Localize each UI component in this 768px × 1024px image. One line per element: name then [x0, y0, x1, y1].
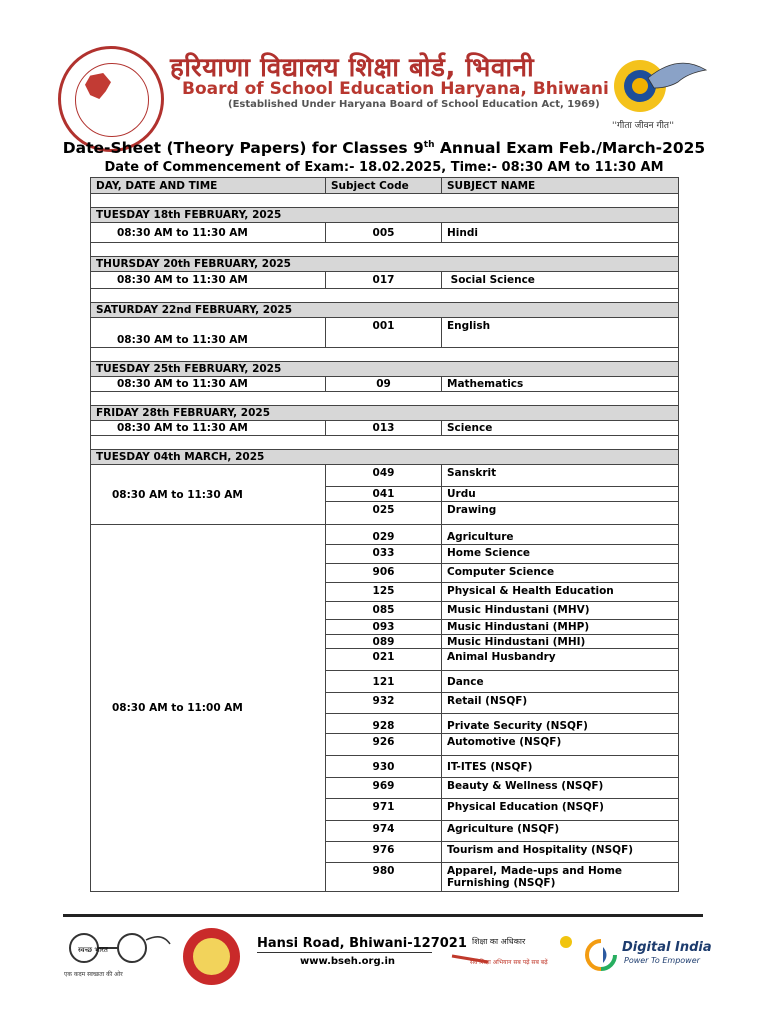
day-row: [91, 257, 679, 272]
subject-name: Physical Education (NSQF): [442, 799, 679, 821]
subject-name: Music Hindustani (MHI): [442, 635, 679, 649]
board-name-hindi: हरियाणा विद्यालय शिक्षा बोर्ड, भिवानी: [170, 53, 535, 83]
spacer-row: [91, 194, 679, 208]
table-row: [91, 318, 679, 348]
day-label: TUESDAY 18th FEBRUARY, 2025: [91, 208, 679, 223]
subject-code: 09: [326, 377, 442, 392]
footer-address-underline: [257, 952, 432, 953]
subject-code: 121: [326, 671, 442, 693]
svg-text:एक कदम स्वच्छता की ओर: एक कदम स्वच्छता की ओर: [64, 971, 123, 978]
subject-code: 980: [326, 863, 442, 892]
subject-name: Physical & Health Education: [442, 583, 679, 602]
day-row: [91, 450, 679, 465]
subject-name: Music Hindustani (MHP): [442, 620, 679, 635]
subject-code: 017: [326, 272, 442, 289]
svg-text:सर्व शिक्षा अभियान सब पढ़ें सब: सर्व शिक्षा अभियान सब पढ़ें सब बढ़ें: [470, 959, 548, 966]
subject-name: Computer Science: [442, 564, 679, 583]
subject-code: 033: [326, 545, 442, 564]
page-title: Date-Sheet (Theory Papers) for Classes 9th Annual Exam Feb./March-2025: [62, 139, 706, 157]
header-subject-name: SUBJECT NAME: [442, 178, 679, 194]
day-label: TUESDAY 04th MARCH, 2025: [91, 450, 679, 465]
digital-india-logo: [584, 938, 712, 978]
exam-time: 08:30 AM to 11:30 AM: [91, 465, 326, 525]
subject-code: 021: [326, 649, 442, 671]
subject-name: Science: [442, 421, 679, 436]
subject-code: 926: [326, 734, 442, 756]
subject-code: 013: [326, 421, 442, 436]
established-line: (Established Under Haryana Board of School Education Act, 1969): [228, 99, 600, 110]
exam-time: 08:30 AM to 11:30 AM: [91, 272, 326, 289]
subject-code: 089: [326, 635, 442, 649]
day-label: SATURDAY 22nd FEBRUARY, 2025: [91, 303, 679, 318]
subject-code: 085: [326, 602, 442, 620]
subject-name: Animal Husbandry: [442, 649, 679, 671]
day-row: [91, 406, 679, 421]
subject-code: 093: [326, 620, 442, 635]
svg-text:स्वच्छ भारत: स्वच्छ भारत: [78, 946, 108, 954]
subject-code: 025: [326, 502, 442, 525]
subject-name: Sanskrit: [442, 465, 679, 487]
table-row: [91, 377, 679, 392]
subject-name: Hindi: [442, 223, 679, 243]
subject-name: Beauty & Wellness (NSQF): [442, 778, 679, 799]
subject-name: Social Science: [442, 272, 679, 289]
girl-face-icon: [193, 938, 230, 975]
subject-code: 029: [326, 525, 442, 545]
table-row: [91, 525, 679, 545]
swachh-bharat-logo: [62, 930, 174, 980]
commencement-line: Date of Commencement of Exam:- 18.02.2025, Time:- 08:30 AM to 11:30 AM: [104, 160, 664, 175]
subject-name: Music Hindustani (MHV): [442, 602, 679, 620]
subject-name: Mathematics: [442, 377, 679, 392]
digital-india-text: Digital India: [622, 940, 712, 955]
subject-code: 906: [326, 564, 442, 583]
footer-website: www.bseh.org.in: [300, 956, 395, 967]
subject-name: Apparel, Made-ups and Home Furnishing (NSQF): [442, 863, 679, 892]
digital-india-tagline: Power To Empower: [624, 956, 700, 965]
table-row: [91, 272, 679, 289]
subject-code: 041: [326, 487, 442, 502]
subject-code: 928: [326, 714, 442, 734]
day-label: THURSDAY 20th FEBRUARY, 2025: [91, 257, 679, 272]
subject-code: 974: [326, 821, 442, 842]
subject-name: Retail (NSQF): [442, 693, 679, 714]
day-row: [91, 362, 679, 377]
subject-name: Agriculture: [442, 525, 679, 545]
beti-bachao-logo: [183, 928, 240, 985]
spacer-row: [91, 289, 679, 303]
subject-name: Tourism and Hospitality (NSQF): [442, 842, 679, 863]
subject-name: English: [442, 318, 679, 348]
subject-name: Urdu: [442, 487, 679, 502]
footer-divider: [63, 914, 703, 917]
svg-text:शिक्षा का अधिकार: शिक्षा का अधिकार: [472, 937, 526, 946]
subject-code: 001: [326, 318, 442, 348]
table-row: [91, 223, 679, 243]
subject-code: 932: [326, 693, 442, 714]
day-label: TUESDAY 25th FEBRUARY, 2025: [91, 362, 679, 377]
spacer-row: [91, 436, 679, 450]
subject-code: 969: [326, 778, 442, 799]
subject-code: 976: [326, 842, 442, 863]
subject-name: Dance: [442, 671, 679, 693]
subject-name: Agriculture (NSQF): [442, 821, 679, 842]
day-label: FRIDAY 28th FEBRUARY, 2025: [91, 406, 679, 421]
board-seal-logo: [58, 46, 164, 152]
subject-name: Drawing: [442, 502, 679, 525]
table-row: [91, 421, 679, 436]
header-day-date-time: DAY, DATE AND TIME: [91, 178, 326, 194]
day-row: [91, 208, 679, 223]
spacer-row: [91, 243, 679, 257]
sarva-shiksha-logo: [448, 932, 578, 982]
subject-name: Home Science: [442, 545, 679, 564]
emblem-caption: ''गीता जीवन गीत'': [612, 121, 675, 131]
subject-code: 049: [326, 465, 442, 487]
day-row: [91, 303, 679, 318]
date-sheet-table: [90, 177, 679, 892]
seal-inner-ring: [75, 63, 149, 137]
exam-time: 08:30 AM to 11:30 AM: [91, 318, 326, 348]
subject-name: Private Security (NSQF): [442, 714, 679, 734]
footer-address: Hansi Road, Bhiwani-127021: [257, 936, 467, 951]
header-subject-code: Subject Code: [326, 178, 442, 194]
exam-time: 08:30 AM to 11:30 AM: [91, 223, 326, 243]
subject-code: 005: [326, 223, 442, 243]
table-row: [91, 465, 679, 487]
subject-code: 971: [326, 799, 442, 821]
digital-india-swirl-icon: [584, 938, 618, 972]
subject-name: IT-ITES (NSQF): [442, 756, 679, 778]
subject-code: 930: [326, 756, 442, 778]
exam-time: 08:30 AM to 11:00 AM: [91, 525, 326, 892]
exam-time: 08:30 AM to 11:30 AM: [91, 377, 326, 392]
spacer-row: [91, 392, 679, 406]
subject-code: 125: [326, 583, 442, 602]
spacer-row: [91, 348, 679, 362]
table-header-row: [91, 178, 679, 194]
board-name-english: Board of School Education Haryana, Bhiwani: [182, 79, 609, 99]
subject-name: Automotive (NSQF): [442, 734, 679, 756]
exam-time: 08:30 AM to 11:30 AM: [91, 421, 326, 436]
